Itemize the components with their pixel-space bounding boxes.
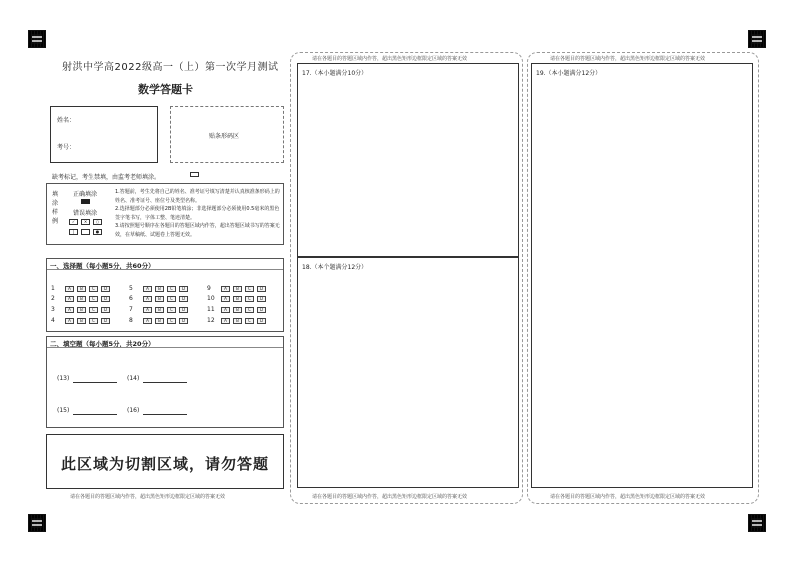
instruction-2: 2.选择题部分必须使用2B铅笔填涂；非选择题部分必须使用0.5毫米的黑色签字笔书写，字体工整、笔迹清楚。 <box>115 206 280 221</box>
mc-option-bubble[interactable]: D <box>179 296 188 302</box>
mc-question-number: 12 <box>207 317 215 324</box>
mc-question-number: 11 <box>207 306 215 313</box>
mc-option-bubble[interactable]: B <box>77 307 86 313</box>
mc-option-bubble[interactable]: C <box>167 286 176 292</box>
blank-15-line[interactable] <box>73 414 117 415</box>
qr-code-top-right <box>748 30 766 48</box>
mc-option-bubble[interactable]: C <box>89 286 98 292</box>
mc-question-number: 10 <box>207 295 215 302</box>
mc-option-bubble[interactable]: B <box>77 286 86 292</box>
mc-question-number: 3 <box>51 306 55 313</box>
q18-label: 18.（本个题满分12分） <box>302 264 368 271</box>
mc-option-bubble[interactable]: B <box>233 286 242 292</box>
mc-option-bubble[interactable]: B <box>77 318 86 324</box>
mc-option-bubble[interactable]: A <box>221 318 230 324</box>
mc-option-bubble[interactable]: A <box>143 307 152 313</box>
mc-option-bubble[interactable]: C <box>167 296 176 302</box>
mc-question-number: 6 <box>129 295 133 302</box>
mc-option-bubble[interactable]: D <box>101 286 110 292</box>
exam-no-label: 考号： <box>57 144 76 151</box>
mc-question-number: 4 <box>51 317 55 324</box>
mc-option-bubble[interactable]: D <box>179 318 188 324</box>
mc-option-bubble[interactable]: B <box>233 318 242 324</box>
barcode-area <box>170 106 284 163</box>
blank-15-label: (15) <box>57 407 70 414</box>
correct-fill-sample <box>81 199 90 204</box>
q18-answer-area[interactable] <box>297 257 519 488</box>
multiple-choice-section <box>46 258 284 332</box>
instruction-3: 3.请按照题号顺序在各题目的答题区域内作答，超出答题区域书写的答案无效，在草稿纸、试题卷上答题无效。 <box>115 223 280 238</box>
section2-title: 二、填空题（每小题5分，共20分） <box>50 340 155 348</box>
mc-question-number: 9 <box>207 285 211 292</box>
q17-answer-area[interactable] <box>297 63 519 257</box>
mc-option-bubble[interactable]: C <box>89 307 98 313</box>
blank-16-line[interactable] <box>143 414 187 415</box>
mc-option-bubble[interactable]: A <box>65 296 74 302</box>
qr-code-bottom-right <box>748 514 766 532</box>
mc-option-bubble[interactable]: A <box>143 318 152 324</box>
section2-divider <box>47 347 283 348</box>
mc-option-bubble[interactable]: D <box>179 286 188 292</box>
mc-option-bubble[interactable]: D <box>101 296 110 302</box>
absent-mark-box[interactable] <box>190 172 199 177</box>
mc-question-number: 7 <box>129 306 133 313</box>
mc-option-bubble[interactable]: C <box>167 318 176 324</box>
mc-option-bubble[interactable]: B <box>155 318 164 324</box>
mc-option-bubble[interactable]: D <box>179 307 188 313</box>
barcode-area-label: 贴条形码区 <box>209 133 240 140</box>
correct-fill-label: 正确填涂 <box>73 191 98 198</box>
mc-option-bubble[interactable]: B <box>77 296 86 302</box>
exam-title: 射洪中学高2022级高一（上）第一次学月测试 <box>62 62 279 73</box>
absent-label: 缺考标记，考生禁填，由监考老师填涂。 <box>52 174 161 181</box>
section1-title: 一、选择题（每小题5分，共60分） <box>50 262 155 270</box>
q19-label: 19.（本小题满分12分） <box>536 70 602 77</box>
fill-instruction-box <box>46 183 284 245</box>
mc-option-bubble[interactable]: D <box>257 318 266 324</box>
mc-option-bubble[interactable]: C <box>89 296 98 302</box>
left-bottom-notice: 请在各题目的答题区域内作答，超出黑色矩形边框限定区域的答案无效 <box>70 494 226 500</box>
mc-option-bubble[interactable]: B <box>233 296 242 302</box>
mc-option-bubble[interactable]: D <box>257 296 266 302</box>
wrong-fill-label: 错误填涂 <box>73 210 98 217</box>
instruction-1: 1.答题前，考生先将自己的姓名、准考证号填写清楚并认真核准条形码上的姓名、准考证号、座位号及类型名称。 <box>115 189 280 204</box>
name-label: 姓名： <box>57 117 76 124</box>
mc-question-number: 2 <box>51 295 55 302</box>
mc-option-bubble[interactable]: B <box>155 296 164 302</box>
blank-16-label: (16) <box>127 407 140 414</box>
section1-divider <box>47 269 283 270</box>
mc-option-bubble[interactable]: C <box>167 307 176 313</box>
mc-option-bubble[interactable]: D <box>257 307 266 313</box>
mc-option-bubble[interactable]: C <box>245 318 254 324</box>
mc-option-bubble[interactable]: A <box>143 286 152 292</box>
student-info-box <box>50 106 158 163</box>
cut-zone <box>46 434 284 489</box>
blank-14-line[interactable] <box>143 382 187 383</box>
mc-option-bubble[interactable]: C <box>245 307 254 313</box>
mc-option-bubble[interactable]: C <box>245 286 254 292</box>
mc-option-bubble[interactable]: A <box>65 307 74 313</box>
instructions-list <box>115 188 281 239</box>
right-bottom-notice: 请在各题目的答题区域内作答，超出黑色矩形边框限定区域的答案无效 <box>550 494 706 500</box>
cut-zone-text: 此区域为切割区域，请勿答题 <box>61 455 270 473</box>
mc-option-bubble[interactable]: D <box>101 307 110 313</box>
mc-option-bubble[interactable]: A <box>221 296 230 302</box>
mc-option-bubble[interactable]: A <box>221 307 230 313</box>
mc-option-bubble[interactable]: D <box>257 286 266 292</box>
middle-top-notice: 请在各题目的答题区域内作答，超出黑色矩形边框限定区域的答案无效 <box>312 56 468 62</box>
mc-option-bubble[interactable]: A <box>221 286 230 292</box>
mc-option-bubble[interactable]: D <box>101 318 110 324</box>
fill-blank-section <box>46 336 284 428</box>
mc-option-bubble[interactable]: A <box>65 286 74 292</box>
qr-code-bottom-left <box>28 514 46 532</box>
middle-bottom-notice: 请在各题目的答题区域内作答，超出黑色矩形边框限定区域的答案无效 <box>312 494 468 500</box>
mc-option-bubble[interactable]: B <box>155 286 164 292</box>
blank-13-label: (13) <box>57 375 70 382</box>
mc-question-number: 5 <box>129 285 133 292</box>
fill-example-side-label: 填 涂 样 例 <box>52 191 59 225</box>
mc-option-bubble[interactable]: A <box>65 318 74 324</box>
mc-option-bubble[interactable]: B <box>233 307 242 313</box>
mc-option-bubble[interactable]: C <box>89 318 98 324</box>
q17-label: 17.（本小题满分10分） <box>302 70 368 77</box>
mc-option-bubble[interactable]: C <box>245 296 254 302</box>
qr-code-top-left <box>28 30 46 48</box>
mc-option-bubble[interactable]: B <box>155 307 164 313</box>
q19-answer-area[interactable] <box>531 63 753 488</box>
wrong-fill-samples: ✓ ✕ ○ │ ● <box>69 219 115 227</box>
sheet-title: 数学答题卡 <box>138 83 193 96</box>
mc-question-number: 1 <box>51 285 55 292</box>
blank-13-line[interactable] <box>73 382 117 383</box>
mc-question-number: 8 <box>129 317 133 324</box>
blank-14-label: (14) <box>127 375 140 382</box>
right-top-notice: 请在各题目的答题区域内作答，超出黑色矩形边框限定区域的答案无效 <box>550 56 706 62</box>
mc-option-bubble[interactable]: A <box>143 296 152 302</box>
